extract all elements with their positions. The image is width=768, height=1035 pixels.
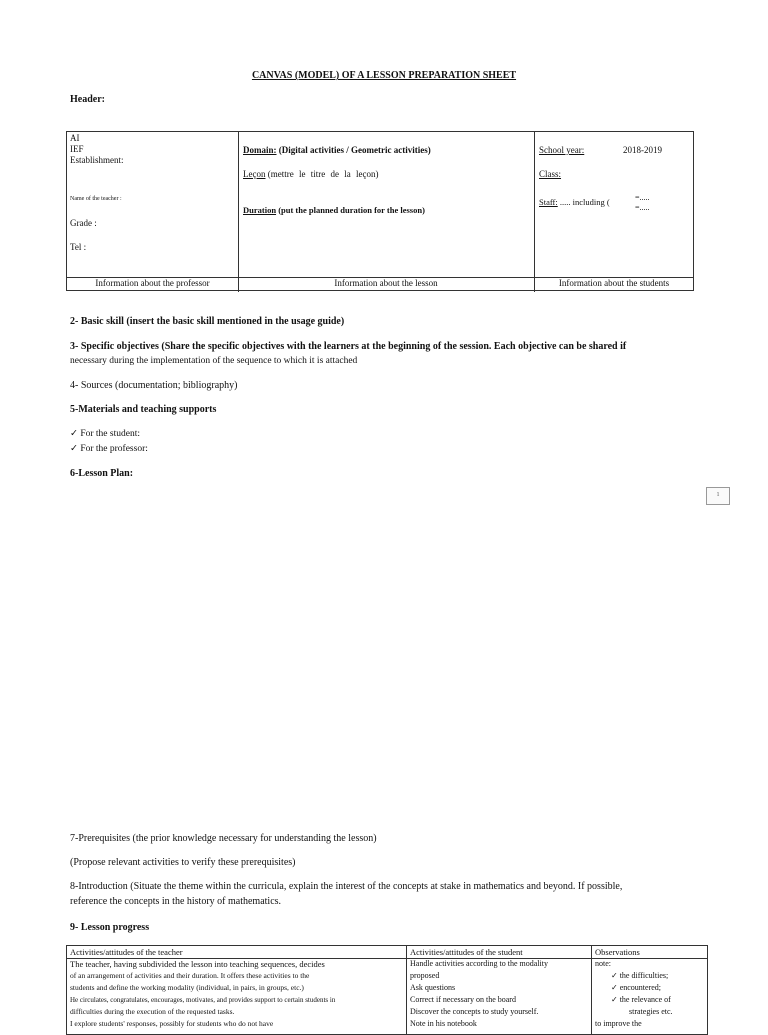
lecon-line: [243, 169, 378, 180]
duration-value: (put the planned duration for the lesson): [278, 205, 425, 215]
professor-line-ief: IEF: [70, 144, 84, 154]
observation-line: note:: [595, 959, 611, 968]
observation-line: ✓ the difficulties;: [611, 971, 669, 980]
table-divider: [238, 132, 239, 292]
section-basic-skill: 2- Basic skill (insert the basic skill mentioned in the usage guide): [70, 316, 345, 327]
student-line: Correct if necessary on the board: [410, 995, 516, 1004]
page-title: CANVAS (MODEL) OF A LESSON PREPARATION SHEET: [251, 70, 517, 81]
student-line: Ask questions: [410, 983, 456, 992]
table-divider: [406, 946, 407, 1034]
materials-professor: ✓ For the professor:: [70, 444, 148, 454]
header-info-table: [66, 131, 694, 291]
teacher-line: difficulties during the execution of the requested tasks.: [70, 1007, 235, 1016]
section-sources: 4- Sources (documentation; bibliography): [70, 380, 238, 391]
lecon-label: Leçon: [243, 169, 266, 179]
lesson-footer: Information about the lesson: [334, 278, 438, 288]
table-divider: [534, 132, 535, 292]
domain-line: [243, 145, 431, 156]
section-introduction: 8-Introduction (Situate the theme within the curricula, explain the interest of the concepts at stake in mathematics and beyond. If possible,: [70, 881, 623, 892]
student-line: Discover the concepts to study yourself.: [410, 1007, 539, 1016]
teacher-line: I explore students' responses, possibly for students who do not have: [70, 1019, 274, 1028]
duration-label: Duration: [243, 205, 277, 215]
section-materials: 5-Materials and teaching supports: [70, 404, 217, 415]
table-divider: [591, 946, 592, 1034]
header-teacher: Activities/attitudes of the teacher: [70, 947, 183, 957]
staff-count-item: =.....: [635, 203, 650, 212]
teacher-line: The teacher, having subdivided the lesson into teaching sequences, decides: [70, 959, 325, 969]
lesson-progress-table: [66, 945, 708, 1035]
duration-line: [243, 205, 425, 216]
teacher-line: students and define the working modality (individual, in pairs, in groups, etc.): [70, 983, 304, 992]
tel-label: Tel :: [70, 242, 87, 252]
section-prerequisites-activities: (Propose relevant activities to verify these prerequisites): [70, 857, 296, 868]
staff-label: Staff:: [539, 197, 558, 207]
teacher-line: He circulates, congratulates, encourages, motivates, and provides support to certain students in: [70, 996, 336, 1004]
student-line: Note in his notebook: [410, 1019, 477, 1028]
staff-count-list: [635, 193, 650, 213]
students-footer: Information about the students: [558, 278, 670, 288]
page-marker: 1: [706, 487, 730, 505]
domain-label: Domain:: [243, 145, 277, 155]
lecon-value: (mettre le titre de la leçon): [267, 169, 379, 179]
header-label: Header:: [70, 94, 105, 105]
header-student: Activities/attitudes of the student: [410, 947, 523, 957]
teacher-name-label: Name of the teacher :: [70, 196, 122, 202]
student-line: proposed: [410, 971, 440, 980]
professor-footer: Information about the professor: [95, 278, 210, 288]
school-year-value: 2018-2019: [623, 145, 662, 155]
domain-value: (Digital activities / Geometric activities): [278, 145, 431, 155]
staff-value: ..... including (: [559, 197, 610, 207]
section-specific-objectives: 3- Specific objectives (Share the specific objectives with the learners at the beginning of the session. Each objective can be shared if: [70, 341, 627, 352]
observation-line: strategies etc.: [629, 1007, 673, 1016]
grade-label: Grade :: [70, 218, 97, 228]
staff-count-item: =.....: [635, 193, 650, 202]
teacher-line: of an arrangement of activities and their duration. It offers these activities to the: [70, 971, 310, 980]
observation-line: ✓ the relevance of: [611, 995, 671, 1004]
professor-line-establishment: Establishment:: [70, 155, 124, 165]
section-prerequisites: 7-Prerequisites (the prior knowledge necessary for understanding the lesson): [70, 833, 377, 844]
section-lesson-progress: 9- Lesson progress: [70, 922, 150, 933]
observation-line: to improve the: [595, 1019, 642, 1028]
materials-student: ✓ For the student:: [70, 429, 140, 439]
header-observations: Observations: [595, 947, 640, 957]
staff-line: [539, 197, 610, 208]
observation-line: ✓ encountered;: [611, 983, 662, 992]
student-line: Handle activities according to the modality: [410, 959, 548, 968]
class-label: Class:: [539, 169, 562, 179]
school-year-label: School year:: [539, 145, 585, 155]
section-lesson-plan: 6-Lesson Plan:: [70, 468, 134, 479]
section-introduction-cont: reference the concepts in the history of mathematics.: [70, 896, 282, 907]
professor-line-ai: AI: [70, 133, 80, 143]
section-specific-objectives-cont: necessary during the implementation of the sequence to which it is attached: [70, 356, 358, 366]
